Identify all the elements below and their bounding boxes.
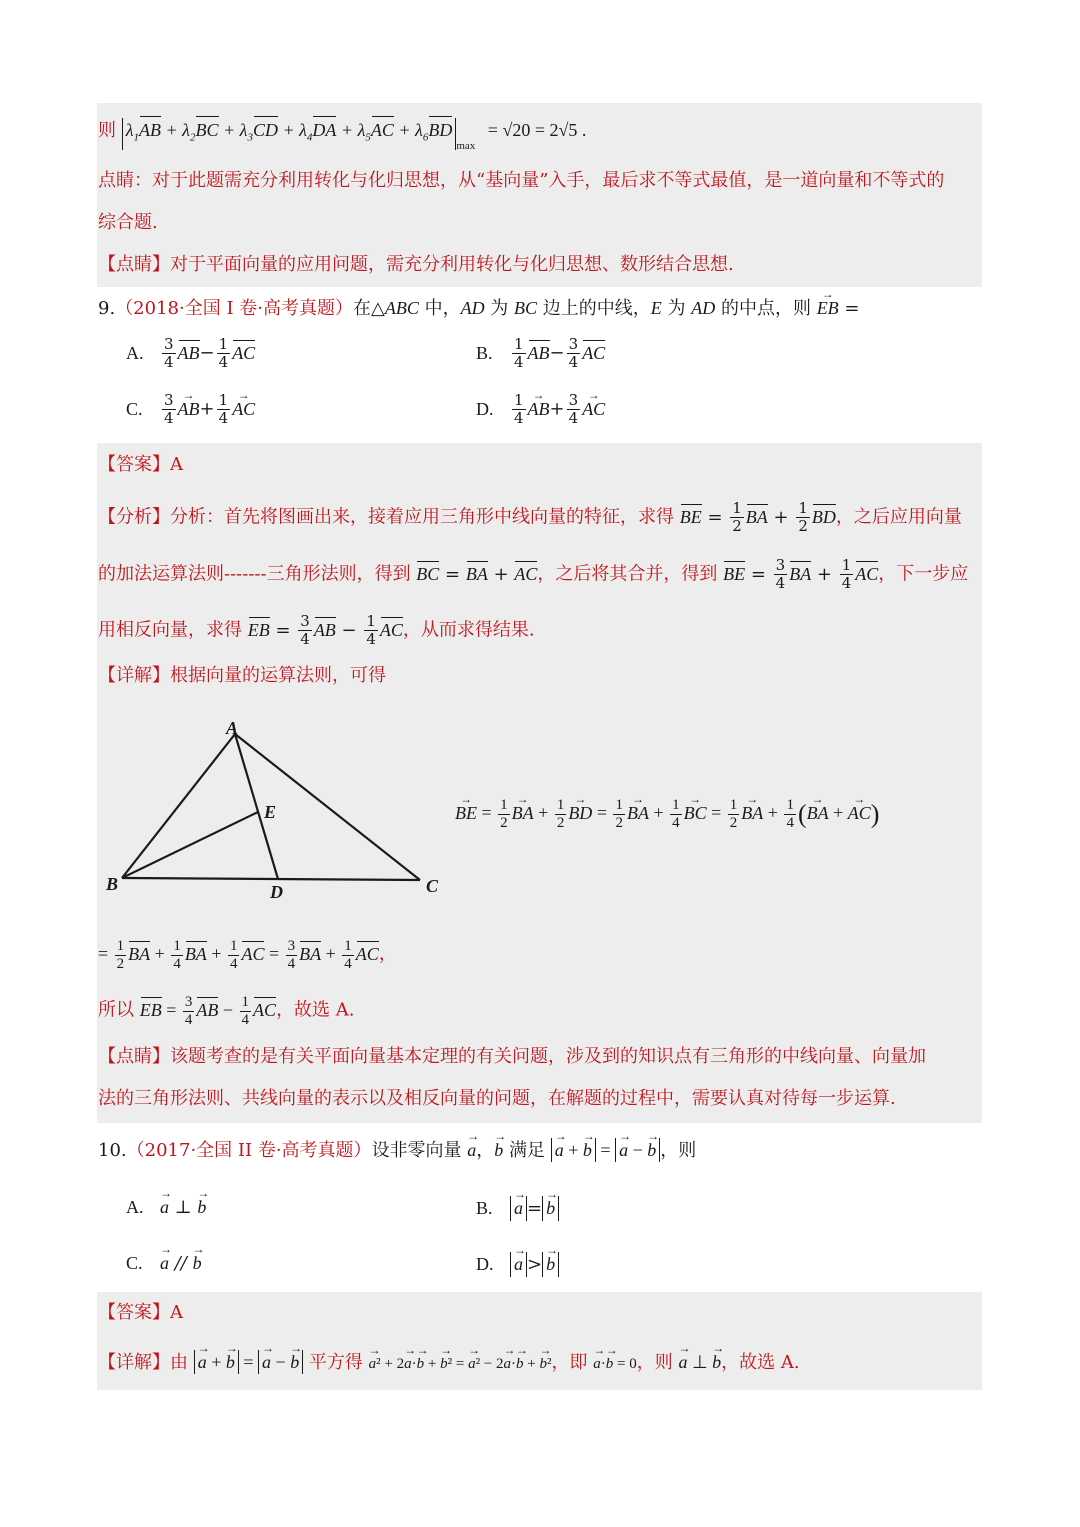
q9-analysis-line-3 xyxy=(98,613,535,648)
frac-den: 4 xyxy=(218,353,229,371)
prev-formula-result: = √20 = 2√5 . xyxy=(487,120,587,140)
operator: − xyxy=(549,342,565,364)
option-label: C. xyxy=(126,1253,143,1273)
q10-stem: 10.（2017·全国 II 卷·高考真题）设非零向量 → a，→ b 满足 → a + → b = → a − → b ，则 xyxy=(98,1138,696,1162)
edge-ab xyxy=(122,734,235,878)
frac-num: 3 xyxy=(164,335,174,353)
q9-stem-text: 为 xyxy=(484,298,515,319)
q9-source: （2018·全国 I 卷·高考真题） xyxy=(115,298,353,319)
q9-analysis-line-2 xyxy=(98,557,968,592)
frac-num: 3 xyxy=(568,391,579,409)
formula-bc-sum: BC = BA + AC xyxy=(416,563,538,585)
detail-text: ，故选 A. xyxy=(721,1352,800,1373)
point-label-d: D xyxy=(270,882,283,902)
operator: − xyxy=(199,342,215,364)
option-label: C. xyxy=(126,398,143,419)
operator: ⊥ xyxy=(174,1197,192,1218)
q10-source: （2017·全国 II 卷·高考真题） xyxy=(126,1140,372,1161)
detail-text: 平方得 xyxy=(303,1352,369,1373)
prev-hint-line-1: 点睛：对于此题需充分利用转化与化归思想，从“基向量”入手，最后求不等式最值，是一道向量和不等式的 xyxy=(98,170,945,191)
prev-formula-max: max xyxy=(456,139,476,152)
frac-num: 1 xyxy=(218,391,229,409)
prev-formula-line xyxy=(98,118,586,150)
formula-eb-result: EB = $\frac{3}{4}$ AB − $\frac{1}{4}$ AC xyxy=(247,612,403,648)
frac-num: 3 xyxy=(568,335,579,353)
formula-be-half: BE = $\frac{1}{2}$ BA + $\frac{1}{2}$ BD xyxy=(679,499,836,535)
vector: → AB xyxy=(528,398,550,420)
edge-ac xyxy=(235,734,420,880)
q9-stem-var: BC xyxy=(514,298,538,318)
option-label: B. xyxy=(476,1198,493,1218)
q9-hint-line-2: 法的三角形法则、共线向量的表示以及相反向量的问题，在解题的过程中，需要认真对待每一步运算. xyxy=(98,1088,896,1109)
frac-den: 4 xyxy=(568,353,579,371)
q10-detail-condition: → a + → b = → a − → b xyxy=(194,1352,303,1372)
frac-den: 4 xyxy=(164,409,174,427)
q10-condition: → a + → b = → a − → b xyxy=(551,1140,660,1160)
vector: AB xyxy=(527,342,550,363)
q9-stem-text: 在△ xyxy=(353,298,385,319)
q10-stem-text: 设非零向量 xyxy=(371,1140,468,1161)
frac-den: 4 xyxy=(164,353,174,371)
q10-option-d[interactable]: D.→ a >→ b xyxy=(476,1252,559,1277)
q9-detail-title: 【详解】根据向量的运算法则，可得 xyxy=(98,665,386,686)
q9-stem-var: AD xyxy=(691,298,716,318)
analysis-text: ，从而求得结果. xyxy=(402,619,535,641)
q10-option-c[interactable]: C.→ a // → b xyxy=(126,1252,202,1275)
formula-eb-final: EB = $\frac{3}{4}$ AB − $\frac{1}{4}$ AC xyxy=(139,994,277,1028)
analysis-text: 用相反向量，求得 xyxy=(98,619,248,641)
q9-conclusion xyxy=(98,994,355,1029)
detail-text: ，则 xyxy=(636,1352,679,1373)
q9-option-b[interactable] xyxy=(476,336,605,371)
vector: → AB xyxy=(178,398,200,420)
prev-hint-line-3: 【点睛】对于平面向量的应用问题，需充分利用转化与化归思想、数形结合思想. xyxy=(98,254,734,275)
vertex-label-a: A xyxy=(226,718,239,738)
q9-stem-vector: → EB xyxy=(817,297,839,319)
prev-hint-line-2: 综合题. xyxy=(98,212,158,233)
frac-den: 4 xyxy=(568,409,579,427)
segment-be xyxy=(122,812,258,878)
q10-perpendicular: → a ⊥ → b xyxy=(678,1352,721,1372)
q9-option-d[interactable] xyxy=(476,392,605,427)
q10-stem-text: ， xyxy=(476,1140,495,1161)
q9-stem-var: AD xyxy=(460,298,485,318)
conclusion-text: 所以 xyxy=(98,999,140,1021)
frac-num: 1 xyxy=(514,335,524,353)
q10-option-a[interactable]: A.→ a ⊥ → b xyxy=(126,1196,206,1219)
analysis-text: ，之后应用向量 xyxy=(835,506,962,528)
vector: AC xyxy=(582,342,606,363)
analysis-text: 的加法运算法则-------三角形法则，得到 xyxy=(98,563,417,585)
q9-option-c[interactable] xyxy=(126,392,255,427)
q9-derivation-main: → BE = $\frac{1}{2}$ → BA + $\frac{1}{2}$ → BD = $\frac{1}{2}$ → BA + $\frac{1}{4}$ → BC = $\frac{1}{2}$ → BA + $\frac{1}{4}$ (→ BA + → AC) xyxy=(455,797,879,832)
frac-den: 4 xyxy=(514,409,524,427)
frac-num: 1 xyxy=(514,391,524,409)
q9-option-a[interactable] xyxy=(126,336,255,371)
conclusion-text: ，故选 A. xyxy=(276,999,355,1021)
option-label: D. xyxy=(476,398,494,419)
option-label: D. xyxy=(476,1254,494,1274)
triangle-figure xyxy=(100,712,460,902)
vector: AC xyxy=(232,342,256,363)
frac-den: 4 xyxy=(218,409,229,427)
frac-num: 1 xyxy=(218,335,229,353)
q9-stem-var: E xyxy=(650,298,662,318)
q10-square-expansion: → a² + 2→ a·→ b + → b² = → a² − 2→ a·→ b + → b² xyxy=(369,1356,552,1372)
prev-formula-prefix: 则 xyxy=(98,120,116,141)
operator: = xyxy=(527,1198,543,1219)
q9-hint-line-1: 【点睛】该题考查的是有关平面向量基本定理的有关问题，涉及到的知识点有三角形的中线向量、向量加 xyxy=(98,1046,926,1067)
frac-num: 3 xyxy=(164,391,174,409)
vector: → AC xyxy=(232,398,255,420)
analysis-text: ，下一步应 xyxy=(878,563,969,585)
detail-text: 【详解】由 xyxy=(98,1352,194,1373)
q9-stem-var: ABC xyxy=(384,298,419,318)
q10-dot-zero: → a·→ b = 0 xyxy=(593,1356,636,1372)
q9-stem-text: 的中点，则 xyxy=(715,298,817,319)
analysis-text: ，之后将其合并，得到 xyxy=(537,563,724,585)
option-label: B. xyxy=(476,342,493,363)
q9-stem-text: 为 xyxy=(661,298,692,319)
prev-formula: $\lambda_1AB + \lambda_2BC + \lambda_3CD + \lambda_4DA + \lambda_5AC + \lambda_6BD_{max} = √20 = 2√5$ . xyxy=(122,120,587,140)
frac-den: 4 xyxy=(514,353,524,371)
q9-analysis-line-1 xyxy=(98,500,962,535)
operator: + xyxy=(199,398,215,420)
vector: → AC xyxy=(582,398,605,420)
q10-detail xyxy=(98,1350,800,1375)
q10-stem-text: ，则 xyxy=(660,1140,697,1161)
q10-answer: 【答案】A xyxy=(98,1302,183,1323)
analysis-text: 【分析】分析：首先将图画出来，接着应用三角形中线向量的特征，求得 xyxy=(98,506,680,528)
q10-option-b[interactable]: B.→ a =→ b xyxy=(476,1196,559,1221)
edge-bc xyxy=(122,878,420,880)
q9-stem-text: = xyxy=(838,298,860,319)
option-label: A. xyxy=(126,342,144,363)
q9-stem-text: 边上的中线， xyxy=(537,298,651,319)
q9-stem-text: 中， xyxy=(418,298,461,319)
q10-number: 10. xyxy=(98,1140,127,1161)
vertex-label-b: B xyxy=(106,874,119,894)
formula-be-combined: BE = $\frac{3}{4}$ BA + $\frac{1}{4}$ AC xyxy=(723,556,879,592)
point-label-e: E xyxy=(264,802,277,822)
operator: > xyxy=(527,1254,543,1275)
detail-text: ，即 xyxy=(551,1352,594,1373)
vector: AB xyxy=(177,342,200,363)
operator: // xyxy=(174,1253,187,1274)
option-label: A. xyxy=(126,1197,144,1217)
vertex-label-c: C xyxy=(426,876,439,896)
operator: + xyxy=(549,398,565,420)
q10-stem-text: 满足 xyxy=(503,1140,551,1161)
q9-answer: 【答案】A xyxy=(98,454,183,475)
q9-number: 9. xyxy=(98,298,116,319)
q9-derivation-cont: = $\frac{1}{2}$ BA + $\frac{1}{4}$ BA + $\frac{1}{4}$ AC = $\frac{3}{4}$ BA + $\frac{1}{4}$ AC， xyxy=(98,938,397,972)
q9-stem xyxy=(98,297,860,320)
